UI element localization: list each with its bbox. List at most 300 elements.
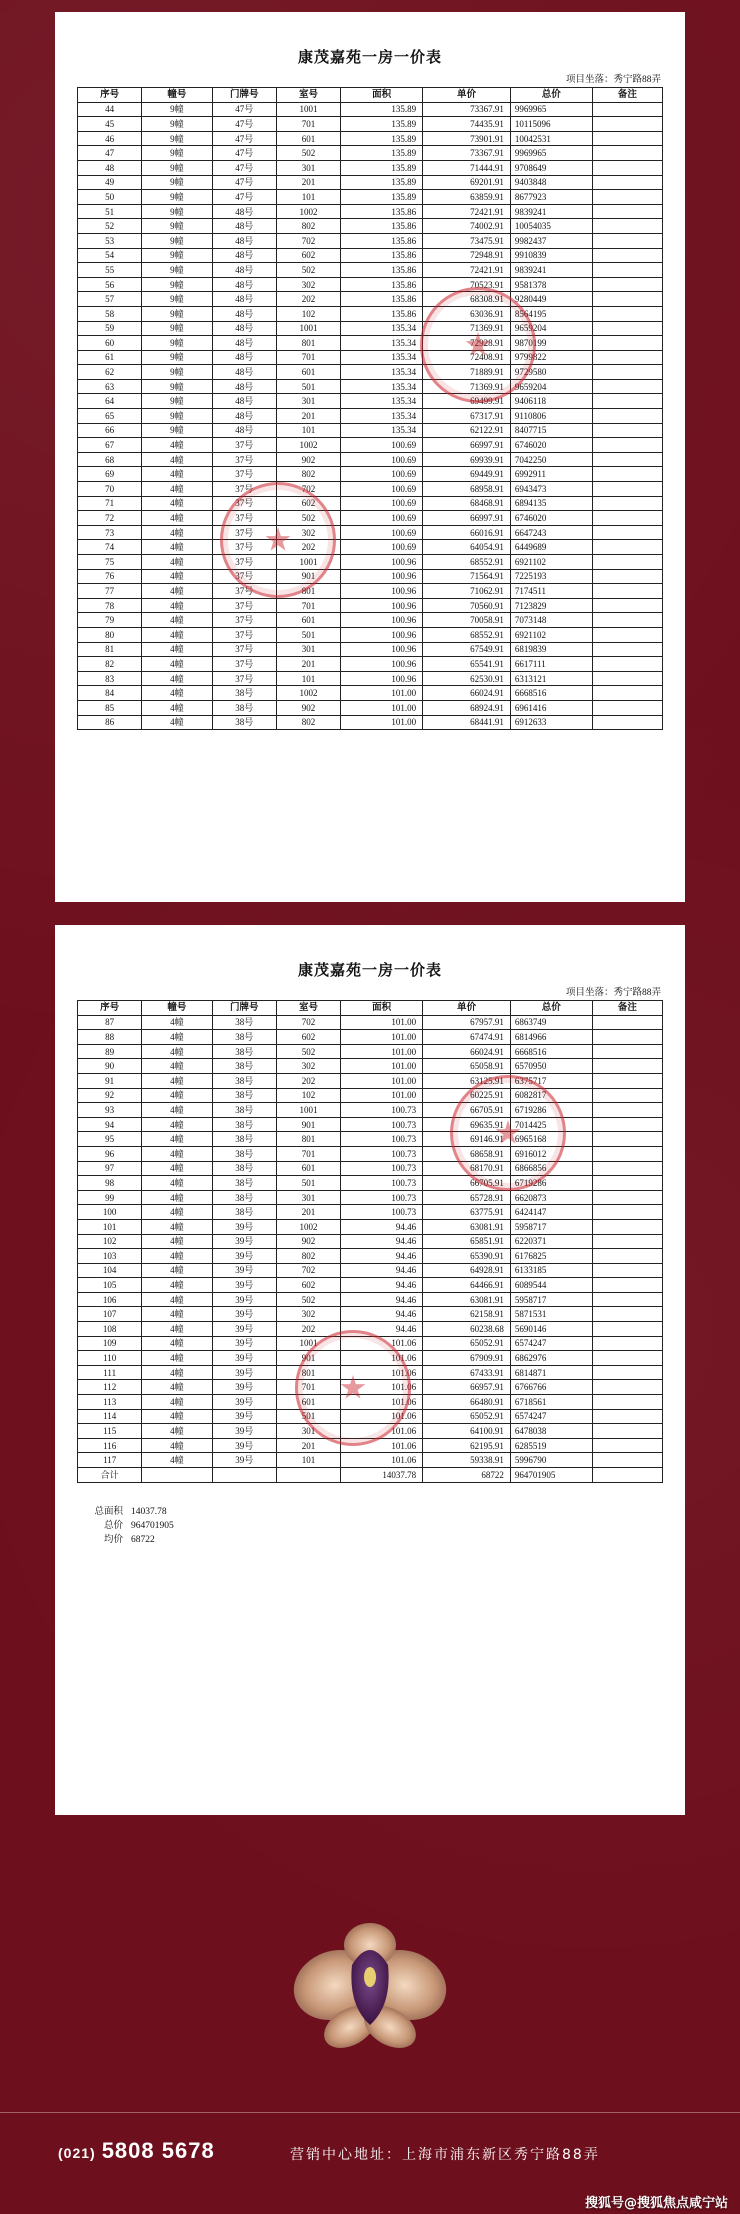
- table-row: [78, 146, 663, 161]
- table-cell: [592, 1409, 662, 1424]
- table-cell: 80: [78, 627, 142, 642]
- table-cell: 65728.91: [423, 1190, 511, 1205]
- table-cell: [592, 1059, 662, 1074]
- table-cell: 100.73: [341, 1176, 423, 1191]
- table-cell: 63: [78, 379, 142, 394]
- column-header: 单价: [423, 88, 511, 103]
- table-cell: 48号: [212, 350, 276, 365]
- table-row: [78, 292, 663, 307]
- table-cell: [592, 1395, 662, 1410]
- table-cell: 72408.91: [423, 350, 511, 365]
- table-cell: 55: [78, 263, 142, 278]
- table-row: [78, 1234, 663, 1249]
- table-cell: 66957.91: [423, 1380, 511, 1395]
- table-cell: [592, 306, 662, 321]
- table-cell: 7073148: [510, 613, 592, 628]
- table-cell: 9幢: [142, 233, 212, 248]
- table-cell: 100.69: [341, 525, 423, 540]
- column-header: 总价: [510, 88, 592, 103]
- footer-divider: [0, 2112, 740, 2113]
- table-cell: 701: [276, 117, 340, 132]
- table-cell: 38号: [212, 686, 276, 701]
- table-cell: 6866856: [510, 1161, 592, 1176]
- table-cell: 4幢: [142, 1205, 212, 1220]
- table-row: [78, 700, 663, 715]
- table-cell: 6992911: [510, 467, 592, 482]
- table-cell: 201: [276, 175, 340, 190]
- table-cell: 100.69: [341, 511, 423, 526]
- table-cell: 70560.91: [423, 598, 511, 613]
- table-cell: 86: [78, 715, 142, 730]
- table-cell: 76: [78, 569, 142, 584]
- table-cell: 602: [276, 248, 340, 263]
- table-cell: 9幢: [142, 204, 212, 219]
- table-cell: 39号: [212, 1365, 276, 1380]
- table-cell: 64466.91: [423, 1278, 511, 1293]
- table-cell: 135.86: [341, 204, 423, 219]
- table-cell: 37号: [212, 671, 276, 686]
- table-cell: 4幢: [142, 598, 212, 613]
- table-cell: 101.06: [341, 1409, 423, 1424]
- table-cell: 60225.91: [423, 1088, 511, 1103]
- table-cell: 102: [78, 1234, 142, 1249]
- table-cell: 100.96: [341, 642, 423, 657]
- table-cell: 1002: [276, 1219, 340, 1234]
- table-cell: 6965168: [510, 1132, 592, 1147]
- table-cell: 5690146: [510, 1322, 592, 1337]
- table-row: [78, 1030, 663, 1045]
- table-cell: 6617111: [510, 657, 592, 672]
- table-row: [78, 306, 663, 321]
- table-cell: [592, 569, 662, 584]
- table-cell: [592, 438, 662, 453]
- table-cell: 100.96: [341, 569, 423, 584]
- table-cell: 37号: [212, 496, 276, 511]
- table-cell: [592, 482, 662, 497]
- table-cell: 10054035: [510, 219, 592, 234]
- table-cell: 48号: [212, 248, 276, 263]
- table-cell: [142, 1468, 212, 1483]
- summary-value: 68722: [131, 1534, 155, 1545]
- table-cell: 9969965: [510, 102, 592, 117]
- table-row: [78, 1205, 663, 1220]
- table-cell: 48号: [212, 321, 276, 336]
- table-cell: 48号: [212, 277, 276, 292]
- table-cell: 69449.91: [423, 467, 511, 482]
- table-cell: 39号: [212, 1424, 276, 1439]
- table-cell: 71062.91: [423, 584, 511, 599]
- table-cell: 68552.91: [423, 627, 511, 642]
- table-cell: 39号: [212, 1219, 276, 1234]
- table-cell: [592, 292, 662, 307]
- table-cell: 100.96: [341, 598, 423, 613]
- column-header: 面积: [341, 88, 423, 103]
- table-cell: 135.86: [341, 292, 423, 307]
- table-cell: 39号: [212, 1409, 276, 1424]
- table-cell: 68441.91: [423, 715, 511, 730]
- table-cell: [592, 204, 662, 219]
- table-cell: 9幢: [142, 248, 212, 263]
- table-cell: 47号: [212, 146, 276, 161]
- table-cell: 89: [78, 1044, 142, 1059]
- table-cell: 1002: [276, 204, 340, 219]
- table-cell: 94: [78, 1117, 142, 1132]
- price-sheet-1: [55, 12, 685, 902]
- table-cell: [592, 365, 662, 380]
- table-row: [78, 1088, 663, 1103]
- table-cell: 69635.91: [423, 1117, 511, 1132]
- table-cell: 48号: [212, 204, 276, 219]
- table-cell: 88: [78, 1030, 142, 1045]
- table-cell: 73: [78, 525, 142, 540]
- table-cell: 68468.91: [423, 496, 511, 511]
- table-cell: 69146.91: [423, 1132, 511, 1147]
- table-cell: 9幢: [142, 321, 212, 336]
- table-cell: 94.46: [341, 1234, 423, 1249]
- table-cell: 1001: [276, 555, 340, 570]
- table-row: [78, 1365, 663, 1380]
- table-cell: 501: [276, 379, 340, 394]
- table-cell: 101.06: [341, 1365, 423, 1380]
- table-cell: 100.73: [341, 1103, 423, 1118]
- table-cell: 4幢: [142, 657, 212, 672]
- table-cell: 9幢: [142, 336, 212, 351]
- table-cell: 38号: [212, 715, 276, 730]
- table-cell: 14037.78: [341, 1468, 423, 1483]
- table-cell: [592, 117, 662, 132]
- table-cell: 4幢: [142, 1365, 212, 1380]
- table-row: [78, 438, 663, 453]
- table-cell: 802: [276, 467, 340, 482]
- table-cell: 82: [78, 657, 142, 672]
- phone-number: 5808 5678: [101, 2138, 215, 2163]
- table-cell: [592, 1234, 662, 1249]
- table-row: [78, 555, 663, 570]
- table-cell: 50: [78, 190, 142, 205]
- table-cell: 4幢: [142, 613, 212, 628]
- table-cell: 135.86: [341, 263, 423, 278]
- table-cell: 4幢: [142, 1409, 212, 1424]
- table-cell: 37号: [212, 555, 276, 570]
- table-cell: 100.96: [341, 657, 423, 672]
- table-cell: 38号: [212, 1044, 276, 1059]
- table-cell: 103: [78, 1249, 142, 1264]
- table-cell: 63081.91: [423, 1292, 511, 1307]
- table-cell: 100.96: [341, 671, 423, 686]
- table-row: [78, 452, 663, 467]
- table-row: [78, 1176, 663, 1191]
- table-row: [78, 1044, 663, 1059]
- table-cell: 6746020: [510, 511, 592, 526]
- table-cell: [592, 146, 662, 161]
- column-header: 幢号: [142, 1001, 212, 1016]
- table-cell: 101.00: [341, 1088, 423, 1103]
- table-cell: 38号: [212, 1059, 276, 1074]
- table-cell: 67317.91: [423, 409, 511, 424]
- table-cell: 6943473: [510, 482, 592, 497]
- table-cell: 9839241: [510, 204, 592, 219]
- table-cell: 65058.91: [423, 1059, 511, 1074]
- table-cell: [592, 321, 662, 336]
- column-header: 序号: [78, 88, 142, 103]
- table-cell: 44: [78, 102, 142, 117]
- column-header: 备注: [592, 88, 662, 103]
- table-cell: 4幢: [142, 1438, 212, 1453]
- table-row: [78, 175, 663, 190]
- table-cell: 4幢: [142, 1234, 212, 1249]
- table-cell: 101.06: [341, 1438, 423, 1453]
- table-cell: 135.86: [341, 277, 423, 292]
- table-cell: [592, 452, 662, 467]
- table-cell: 37号: [212, 613, 276, 628]
- table-cell: 802: [276, 715, 340, 730]
- table-cell: 68308.91: [423, 292, 511, 307]
- table-cell: 135.34: [341, 379, 423, 394]
- table-cell: 54: [78, 248, 142, 263]
- summary-row: [77, 1519, 663, 1533]
- table-cell: 101.06: [341, 1424, 423, 1439]
- table-cell: 38号: [212, 1088, 276, 1103]
- table-cell: 1001: [276, 102, 340, 117]
- table-cell: 101.00: [341, 1030, 423, 1045]
- table-cell: 9708649: [510, 160, 592, 175]
- table-cell: 7123829: [510, 598, 592, 613]
- table-cell: 6718561: [510, 1395, 592, 1410]
- table-cell: 101.00: [341, 1073, 423, 1088]
- table-row: [78, 102, 663, 117]
- table-cell: 4幢: [142, 555, 212, 570]
- table-cell: 72928.91: [423, 336, 511, 351]
- table-cell: 9110806: [510, 409, 592, 424]
- table-cell: 4幢: [142, 1146, 212, 1161]
- summary-label: 总面积: [94, 1506, 123, 1517]
- table-cell: 6961416: [510, 700, 592, 715]
- table-cell: 502: [276, 1044, 340, 1059]
- table-cell: 601: [276, 131, 340, 146]
- table-cell: 6819839: [510, 642, 592, 657]
- table-cell: 4幢: [142, 1132, 212, 1147]
- table-cell: 9幢: [142, 263, 212, 278]
- table-row: [78, 1117, 663, 1132]
- table-cell: 48号: [212, 263, 276, 278]
- table-cell: [592, 715, 662, 730]
- table-cell: 100.69: [341, 438, 423, 453]
- table-cell: 101.06: [341, 1395, 423, 1410]
- table-cell: 4幢: [142, 1030, 212, 1045]
- table-cell: 5996790: [510, 1453, 592, 1468]
- table-cell: [592, 1044, 662, 1059]
- table-cell: 95: [78, 1132, 142, 1147]
- table-cell: 39号: [212, 1278, 276, 1293]
- table-cell: 67: [78, 438, 142, 453]
- table-cell: 902: [276, 700, 340, 715]
- table-cell: 101: [276, 190, 340, 205]
- table-cell: 100.96: [341, 627, 423, 642]
- table-cell: 108: [78, 1322, 142, 1337]
- table-cell: 135.89: [341, 117, 423, 132]
- table-row: [78, 584, 663, 599]
- table-cell: 9幢: [142, 409, 212, 424]
- column-header: 门牌号: [212, 1001, 276, 1016]
- table-cell: 9幢: [142, 350, 212, 365]
- table-row: [78, 540, 663, 555]
- table-cell: 101: [276, 1453, 340, 1468]
- table-cell: 9幢: [142, 365, 212, 380]
- summary-row: [77, 1533, 663, 1547]
- table-cell: 63081.91: [423, 1219, 511, 1234]
- table-cell: 38号: [212, 1146, 276, 1161]
- table-cell: 94.46: [341, 1219, 423, 1234]
- table-cell: 64928.91: [423, 1263, 511, 1278]
- table-cell: 39号: [212, 1292, 276, 1307]
- table-cell: 69: [78, 467, 142, 482]
- table-cell: 5958717: [510, 1219, 592, 1234]
- column-header: 单价: [423, 1001, 511, 1016]
- table-cell: 602: [276, 496, 340, 511]
- table-cell: 4幢: [142, 1117, 212, 1132]
- table-cell: [592, 219, 662, 234]
- table-cell: 81: [78, 642, 142, 657]
- table-cell: [592, 1073, 662, 1088]
- table-row: [78, 1103, 663, 1118]
- table-cell: 4幢: [142, 1059, 212, 1074]
- table-cell: 4幢: [142, 1103, 212, 1118]
- table-cell: [592, 1453, 662, 1468]
- table-cell: 7042250: [510, 452, 592, 467]
- table-cell: 201: [276, 1438, 340, 1453]
- table-cell: 901: [276, 1351, 340, 1366]
- table-cell: 135.86: [341, 248, 423, 263]
- table-cell: 702: [276, 482, 340, 497]
- table-cell: 6176825: [510, 1249, 592, 1264]
- table-cell: 合计: [78, 1468, 142, 1483]
- table-row: [78, 496, 663, 511]
- table-cell: 38号: [212, 1073, 276, 1088]
- table-cell: 6313121: [510, 671, 592, 686]
- table-cell: 901: [276, 569, 340, 584]
- table-cell: [592, 525, 662, 540]
- table-cell: 48号: [212, 394, 276, 409]
- table-row: [78, 1059, 663, 1074]
- table-cell: 135.89: [341, 146, 423, 161]
- table-cell: 135.34: [341, 336, 423, 351]
- table-row: [78, 350, 663, 365]
- table-cell: 65052.91: [423, 1409, 511, 1424]
- table-cell: [592, 131, 662, 146]
- table-cell: 6668516: [510, 686, 592, 701]
- table-cell: 4幢: [142, 627, 212, 642]
- table-cell: 71889.91: [423, 365, 511, 380]
- table-cell: 9870199: [510, 336, 592, 351]
- table-cell: 63775.91: [423, 1205, 511, 1220]
- table-cell: [592, 248, 662, 263]
- table-cell: 84: [78, 686, 142, 701]
- table-cell: 39号: [212, 1453, 276, 1468]
- price-sheet-2: [55, 925, 685, 1815]
- table-cell: 135.89: [341, 175, 423, 190]
- table-cell: 4幢: [142, 482, 212, 497]
- table-cell: 701: [276, 598, 340, 613]
- table-cell: 101.06: [341, 1453, 423, 1468]
- project-address: 项目坐落：秀宁路88弄: [565, 988, 661, 998]
- table-row: [78, 394, 663, 409]
- table-row: [78, 1468, 663, 1483]
- table-cell: 38号: [212, 1030, 276, 1045]
- table-cell: 9幢: [142, 423, 212, 438]
- table-row: [78, 321, 663, 336]
- table-cell: [592, 496, 662, 511]
- table-cell: 4幢: [142, 671, 212, 686]
- table-cell: 301: [276, 642, 340, 657]
- table-row: [78, 248, 663, 263]
- table-cell: 4幢: [142, 1322, 212, 1337]
- table-cell: 112: [78, 1380, 142, 1395]
- table-cell: 83: [78, 671, 142, 686]
- table-cell: 37号: [212, 642, 276, 657]
- price-table: [77, 1000, 663, 1483]
- table-cell: 68552.91: [423, 555, 511, 570]
- table-cell: 4幢: [142, 1044, 212, 1059]
- table-cell: 62530.91: [423, 671, 511, 686]
- table-cell: 501: [276, 1176, 340, 1191]
- table-cell: 9581378: [510, 277, 592, 292]
- table-cell: [212, 1468, 276, 1483]
- table-cell: 39号: [212, 1395, 276, 1410]
- table-cell: 90: [78, 1059, 142, 1074]
- table-cell: 4幢: [142, 1073, 212, 1088]
- table-cell: [592, 1380, 662, 1395]
- table-cell: [592, 1176, 662, 1191]
- table-cell: 61: [78, 350, 142, 365]
- table-cell: [592, 1030, 662, 1045]
- table-cell: 301: [276, 1424, 340, 1439]
- table-cell: 60238.68: [423, 1322, 511, 1337]
- table-cell: 901: [276, 1117, 340, 1132]
- table-cell: 47号: [212, 117, 276, 132]
- table-cell: 59: [78, 321, 142, 336]
- column-header: 序号: [78, 1001, 142, 1016]
- table-cell: [592, 1015, 662, 1030]
- table-cell: 100.69: [341, 540, 423, 555]
- table-cell: 52: [78, 219, 142, 234]
- summary-label: 均价: [103, 1534, 123, 1545]
- table-cell: 94.46: [341, 1263, 423, 1278]
- table-cell: 6894135: [510, 496, 592, 511]
- table-cell: 66024.91: [423, 686, 511, 701]
- table-cell: [592, 1322, 662, 1337]
- table-cell: 106: [78, 1292, 142, 1307]
- table-cell: [592, 102, 662, 117]
- table-cell: 6285519: [510, 1438, 592, 1453]
- table-cell: 9799822: [510, 350, 592, 365]
- table-cell: 38号: [212, 1132, 276, 1147]
- table-cell: 68958.91: [423, 482, 511, 497]
- table-cell: 101: [276, 671, 340, 686]
- table-cell: 59338.91: [423, 1453, 511, 1468]
- table-cell: 4幢: [142, 1015, 212, 1030]
- table-cell: 73475.91: [423, 233, 511, 248]
- table-cell: 1001: [276, 321, 340, 336]
- table-cell: 201: [276, 409, 340, 424]
- table-cell: 115: [78, 1424, 142, 1439]
- table-row: [78, 482, 663, 497]
- table-cell: 902: [276, 452, 340, 467]
- table-cell: 601: [276, 1161, 340, 1176]
- table-cell: 73901.91: [423, 131, 511, 146]
- table-cell: 6647243: [510, 525, 592, 540]
- table-cell: 4幢: [142, 1161, 212, 1176]
- table-cell: 110: [78, 1351, 142, 1366]
